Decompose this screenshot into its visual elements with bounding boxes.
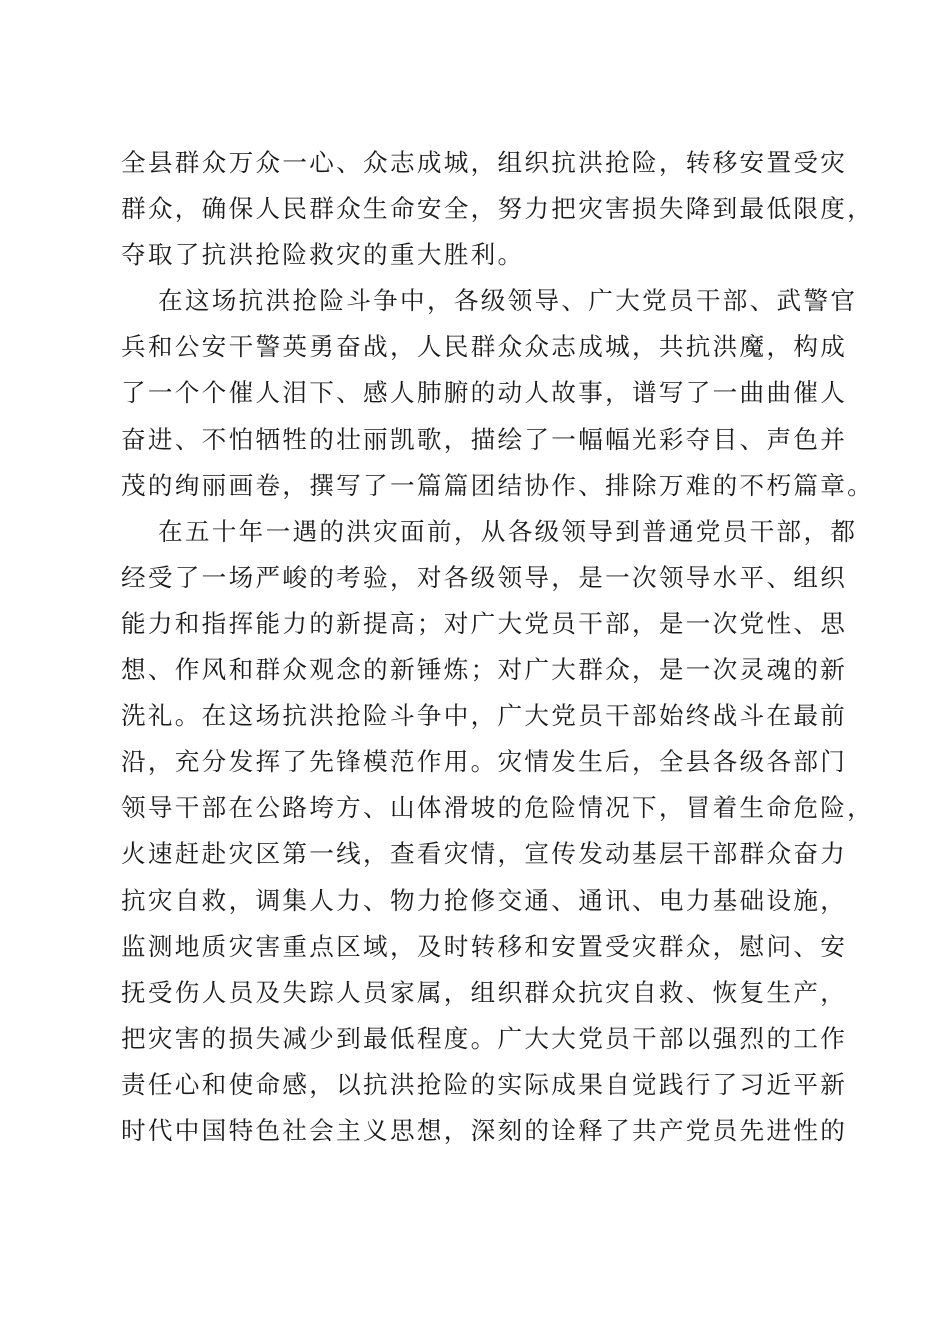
text-line: 想、作风和群众观念的新锤炼；对广大群众，是一次灵魂的新	[121, 655, 848, 685]
body-text	[121, 140, 875, 1154]
text-line: 在五十年一遇的洪灾面前，从各级领导到普通党员干部，都	[158, 516, 858, 546]
text-line: 沿，充分发挥了先锋模范作用。灾情发生后，全县各级各部门	[121, 747, 848, 777]
text-line: 抗灾自救，调集人力、物力抢修交通、通讯、电力基础设施，	[121, 885, 848, 915]
text-line: 群众，确保人民群众生命安全，努力把灾害损失降到最低限度，	[121, 194, 875, 224]
text-line: 把灾害的损失减少到最低程度。广大大党员干部以强烈的工作	[121, 1023, 848, 1053]
text-line: 责任心和使命感，以抗洪抢险的实际成果自觉践行了习近平新	[121, 1069, 848, 1099]
text-line: 抚受伤人员及失踪人员家属，组织群众抗灾自救、恢复生产，	[121, 977, 848, 1007]
text-line: 夺取了抗洪抢险救灾的重大胜利。	[121, 240, 525, 270]
text-line: 领导干部在公路垮方、山体滑坡的危险情况下，冒着生命危险，	[121, 793, 875, 823]
text-line: 奋进、不怕牺牲的壮丽凯歌，描绘了一幅幅光彩夺目、声色并	[121, 424, 848, 454]
text-line: 在这场抗洪抢险斗争中，各级领导、广大党员干部、武警官	[158, 286, 858, 316]
text-line: 能力和指挥能力的新提高；对广大党员干部，是一次党性、思	[121, 608, 848, 638]
text-line: 监测地质灾害重点区域，及时转移和安置受灾群众，慰问、安	[121, 931, 848, 961]
text-line: 了一个个催人泪下、感人肺腑的动人故事，谱写了一曲曲催人	[121, 378, 848, 408]
text-line: 经受了一场严峻的考验，对各级领导，是一次领导水平、组织	[121, 562, 848, 592]
text-line: 茂的绚丽画卷，撰写了一篇篇团结协作、排除万难的不朽篇章。	[121, 470, 875, 500]
text-line: 兵和公安干警英勇奋战，人民群众众志成城，共抗洪魔，构成	[121, 332, 848, 362]
text-line: 全县群众万众一心、众志成城，组织抗洪抢险，转移安置受灾	[121, 148, 848, 177]
text-line: 时代中国特色社会主义思想，深刻的诠释了共产党员先进性的	[121, 1115, 848, 1145]
text-line: 洗礼。在这场抗洪抢险斗争中，广大党员干部始终战斗在最前	[121, 701, 848, 731]
text-line: 火速赶赴灾区第一线，查看灾情，宣传发动基层干部群众奋力	[121, 839, 848, 869]
